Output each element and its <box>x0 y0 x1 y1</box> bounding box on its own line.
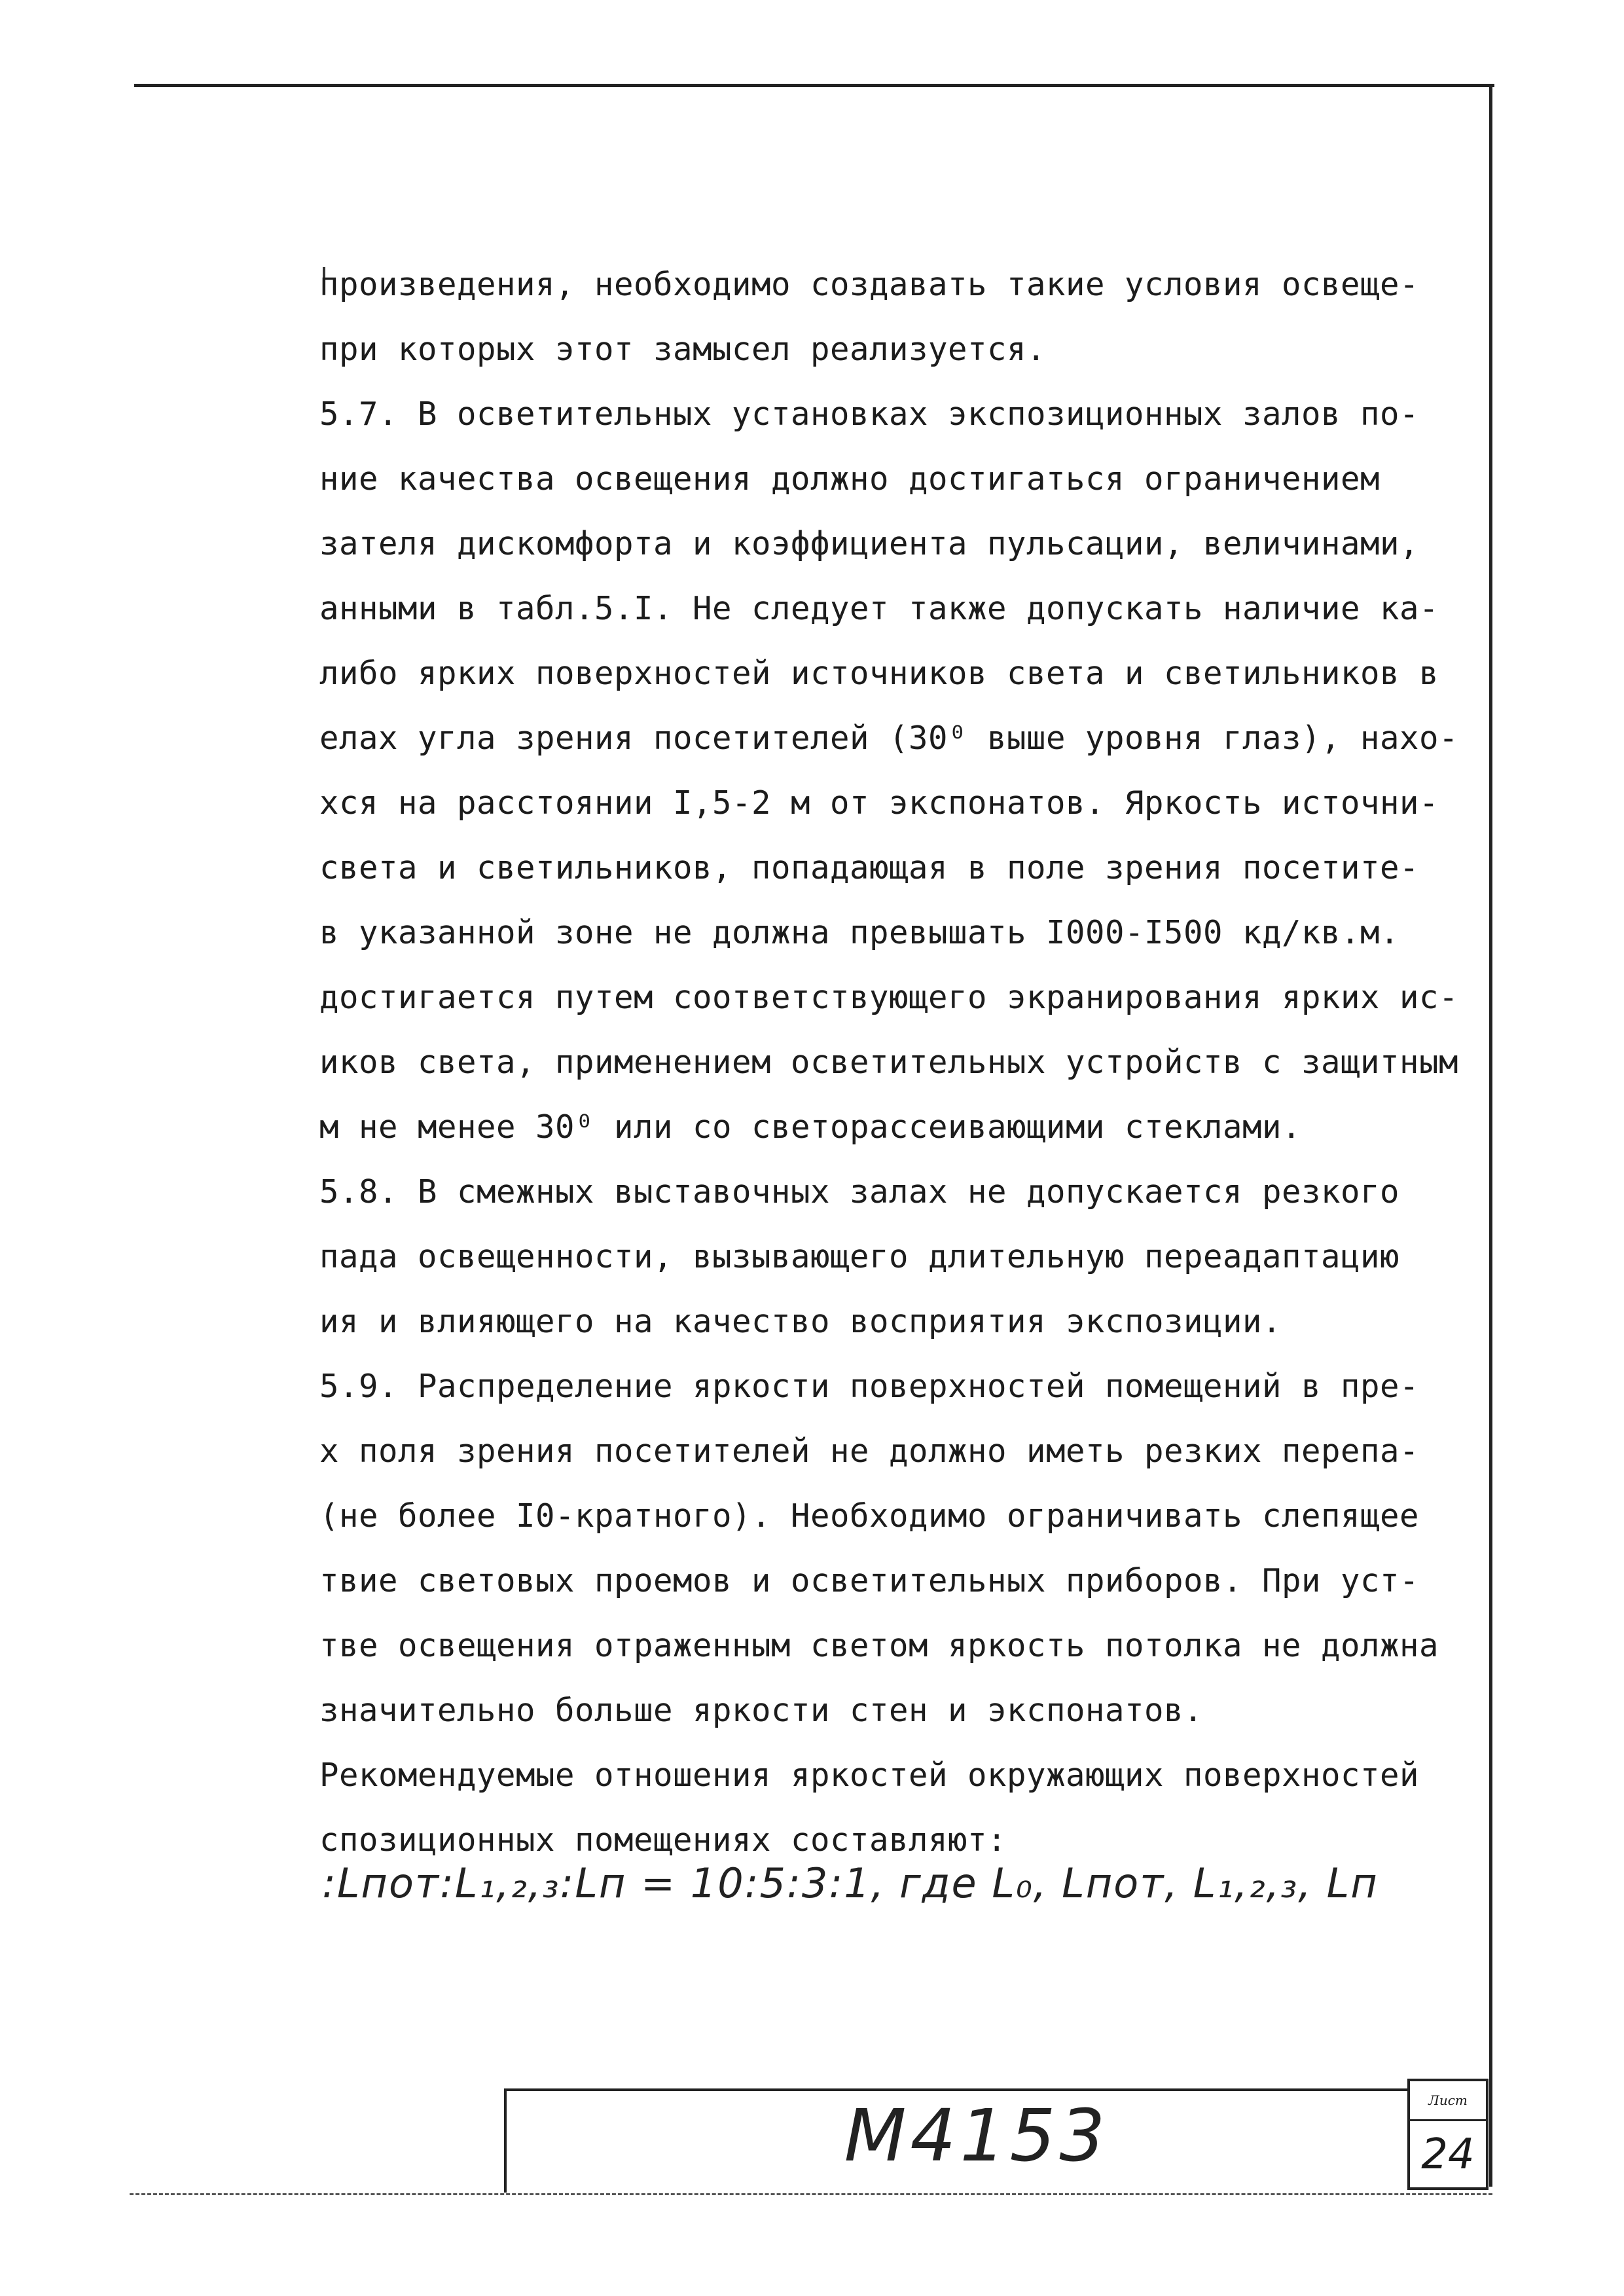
top-border-line <box>134 84 1494 87</box>
sheet-number: 24 <box>1421 2130 1475 2179</box>
text-line: спозиционных помещениях составляют: <box>319 1821 1007 1859</box>
text-line: либо ярких поверхностей источников света и светильников в <box>319 655 1439 692</box>
text-line: пада освещенности, вызывающего длительную переадаптацию <box>319 1238 1400 1275</box>
text-line: ние качества освещения должно достигаться ограничением <box>319 460 1380 498</box>
text-line: х поля зрения посетителей не должно иметь резких перепа- <box>319 1432 1420 1470</box>
text-line: м не менее 30⁰ или со светорассеивающими стеклами. <box>319 1108 1302 1146</box>
text-line: Рекомендуемые отношения яркостей окружающих поверхностей <box>319 1757 1420 1794</box>
text-line: света и светильников, попадающая в поле зрения посетите- <box>319 849 1420 886</box>
text-line: 5.7. В осветительных установках экспозиционных залов по- <box>319 395 1420 433</box>
text-line: (не более I0-кратного). Необходимо ограничивать слепящее <box>319 1497 1420 1535</box>
document-code: M4153 <box>844 2094 1110 2178</box>
text-line: достигается путем соответствующего экранирования ярких ис- <box>319 979 1459 1016</box>
text-line: в указанной зоне не должна превышать I000-I500 кд/кв.м. <box>319 914 1400 951</box>
text-line: тве освещения отраженным светом яркость потолка не должна <box>319 1627 1439 1664</box>
text-line: ия и влияющего на качество восприятия экспозиции. <box>319 1303 1282 1340</box>
text-line: анными в табл.5.I. Не следует также допускать наличие ка- <box>319 590 1439 627</box>
sheet-number-cell <box>1407 2079 1489 2190</box>
right-border-line <box>1489 86 1492 2187</box>
text-line: зателя дискомфорта и коэффициента пульсации, величинами, <box>319 525 1420 562</box>
text-line: иков света, применением осветительных устройств с защитным <box>319 1044 1459 1081</box>
text-line: значительно больше яркости стен и экспонатов. <box>319 1692 1204 1729</box>
text-line: хся на расстоянии I,5-2 м от экспонатов. Яркость источни- <box>319 784 1439 822</box>
document-body <box>319 252 1471 1872</box>
text-line: 5.9. Распределение яркости поверхностей помещений в пре- <box>319 1368 1420 1405</box>
bottom-border-line <box>130 2193 1492 2195</box>
luminance-ratio-formula: :Lпот:L₁,₂,₃:Lп = 10:5:3:1, где L₀, Lпот, L₁,₂,₃, Lп <box>322 1859 1379 1907</box>
text-line: елах угла зрения посетителей (30⁰ выше уровня глаз), нахо- <box>319 720 1459 757</box>
text-line: твие световых проемов и осветительных приборов. При уст- <box>319 1562 1420 1599</box>
text-line: при которых этот замысел реализуется. <box>319 331 1047 368</box>
sheet-label: Лист <box>1410 2081 1486 2121</box>
text-line: 5.8. В смежных выставочных залах не допускается резкого <box>319 1173 1400 1211</box>
text-line: произведения, необходимо создавать такие условия освеще- <box>319 266 1420 303</box>
